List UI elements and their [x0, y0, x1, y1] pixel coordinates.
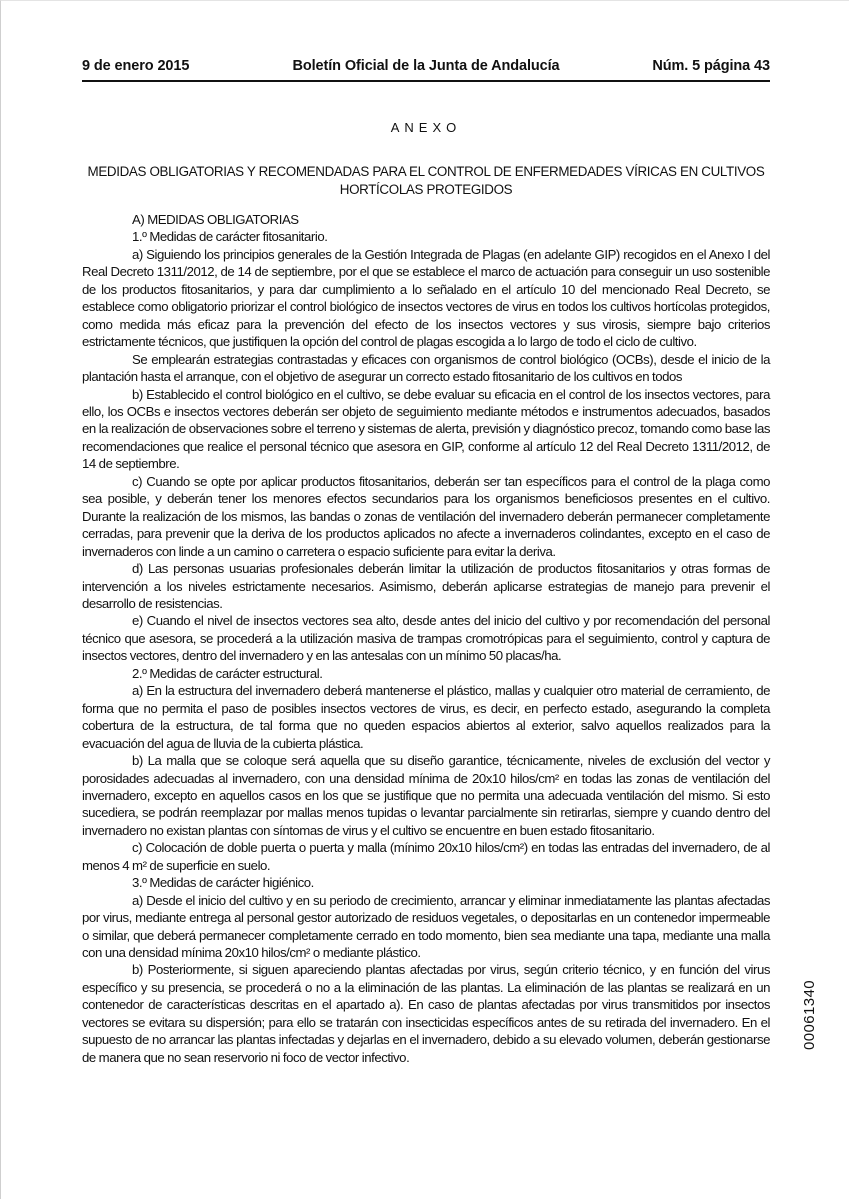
document-code: 00061340	[801, 980, 818, 1050]
subsection-heading: 1.º Medidas de carácter fitosanitario.	[132, 229, 328, 245]
paragraph: d) Las personas usuarias profesionales deberán limitar la utilización de productos fitosanitarios y otras formas de intervención a los niveles estrictamente necesarios. Asimismo, deberán aplicarse estrategias de manejo para prevenir el desarrollo de resistencias.	[82, 561, 770, 611]
paragraph: a) Desde el inicio del cultivo y en su periodo de crecimiento, arrancar y eliminar inmediatamente las plantas afectadas por virus, mediante entrega al personal gestor autorizado de residuos vegetales, o depositarlas en un contenedor impermeable o similar, que deberá permanecer completamente cerrado en todo momento, bien sea mediante una tapa, mediante una malla con una densidad mínima 20x10 hilos/cm² o mediante plástico.	[82, 892, 770, 961]
subsection-heading: 2.º Medidas de carácter estructural.	[132, 665, 323, 681]
paragraph: b) Posteriormente, si siguen apareciendo plantas afectadas por virus, según criterio técnico, y en función del virus específico y su presencia, se procederá o no a la eliminación de las plantas. La eliminación de las plantas se realizará en un contenedor de características descritas en el apartado a). En caso de plantas afectadas por virus transmitidos por insectos vectores se evitara su dispersión; para ello se tratarán con insecticidas específicos antes de su retirada del invernadero. En el supuesto de no arrancar las plantas infectadas y dejarlas en el invernadero, debido a su elevado volumen, deberán gestionarse de manera que no sean reservorio ni foco de vector infectivo.	[82, 962, 770, 1065]
header-date: 9 de enero 2015	[82, 58, 190, 74]
paragraph: c) Colocación de doble puerta o puerta y malla (mínimo 20x10 hilos/cm²) en todas las entradas del invernadero, de al menos 4 m² de superficie en suelo.	[82, 840, 770, 873]
annex-heading: ANEXO	[390, 120, 462, 135]
subsection-heading: 3.º Medidas de carácter higiénico.	[132, 875, 314, 891]
paragraph: c) Cuando se opte por aplicar productos fitosanitarios, deberán ser tan específicos para el control de la plaga como sea posible, y deberán tener los menores efectos secundarios para los organismos beneficiosos presentes en el cultivo. Durante la realización de los mismos, las bandas o zonas de ventilación del invernadero deberán permanecer completamente cerradas, para prevenir que la deriva de los productos aplicados no afecte a invernaderos colindantes, excepto en el caso de invernaderos con linde a un camino o carretera o espacio suficiente para evitar la deriva.	[82, 473, 770, 559]
header-page-number: Núm. 5 página 43	[652, 58, 770, 74]
paragraph: a) Siguiendo los principios generales de la Gestión Integrada de Plagas (en adelante GIP) recogidos en el Anexo I del Real Decreto 1311/2012, de 14 de septiembre, por el que se establece el marco de actuación para conseguir un uso sostenible de los productos fitosanitarios, y para dar cumplimiento a lo señalado en el artículo 10 del mencionado Real Decreto, se establece como obligatorio priorizar el control biológico de insectos vectores de virus en todos los cultivos hortícolas protegidos, como medida más eficaz para la prevención del efecto de los insectos vectores y sus virosis, siempre bajo criterios estrictamente técnicos, que justifiquen la opción del control de plagas escogida a lo largo de todo el ciclo de cultivo.	[82, 246, 770, 350]
paragraph: Se emplearán estrategias contrastadas y eficaces con organismos de control biológico (OCBs), desde el inicio de la plantación hasta el arranque, con el objetivo de asegurar un correcto estado fitosanitario de los cultivos en todos	[82, 351, 770, 385]
header-divider	[82, 80, 770, 82]
paragraph: a) En la estructura del invernadero deberá mantenerse el plástico, mallas y cualquier otro material de cerramiento, de forma que no permita el paso de posibles insectos vectores de virus, es decir, en perfecto estado, asegurando la completa cobertura de la estructura, de tal forma que no queden espacios abiertos al exterior, salvo aquellos realizados para la evacuación del agua de lluvia de la cubierta plástica.	[82, 683, 770, 751]
page-header	[82, 58, 770, 80]
section-heading: A) MEDIDAS OBLIGATORIAS	[132, 212, 299, 227]
document-body	[82, 211, 770, 1066]
document-title: MEDIDAS OBLIGATORIAS Y RECOMENDADAS PARA EL CONTROL DE ENFERMEDADES VÍRICAS EN CULTIVOS HORTÍCOLAS PROTEGIDOS	[87, 164, 765, 197]
paragraph: e) Cuando el nivel de insectos vectores sea alto, desde antes del inicio del cultivo y por recomendación del personal técnico que asesora, se procederá a la utilización masiva de trampas cromotrópicas para el seguimiento, control y captura de insectos vectores, dentro del invernadero y en las antesalas con un mínimo 50 placas/ha.	[82, 613, 770, 664]
paragraph: b) Establecido el control biológico en el cultivo, se debe evaluar su eficacia en el control de los insectos vectores, para ello, los OCBs e insectos vectores deberán ser objeto de seguimiento mediante métodos e instrumentos adecuados, basados en la realización de observaciones sobre el terreno y sistemas de alerta, previsión y diagnóstico precoz, tomando como base las recomendaciones que realice el personal técnico que asesora en GIP, conforme al artículo 12 del Real Decreto 1311/2012, de 14 de septiembre.	[82, 386, 770, 472]
paragraph: b) La malla que se coloque será aquella que su diseño garantice, técnicamente, niveles de exclusión del vector y porosidades adecuadas al invernadero, con una densidad mínima de 20x10 hilos/cm² en todas las zonas de ventilación del invernadero, excepto en aquellos casos en los que se justifique que no permita una adecuada ventilación del mismo. Si esto sucediera, se podrán reemplazar por mallas menos tupidas o levantar parcialmente sin retirarlas, siempre y cuando dentro del invernadero no existan plantas con síntomas de virus y el cultivo se encuentre en buen estado fitosanitario.	[82, 753, 770, 838]
header-bulletin-title: Boletín Oficial de la Junta de Andalucía	[292, 58, 560, 74]
